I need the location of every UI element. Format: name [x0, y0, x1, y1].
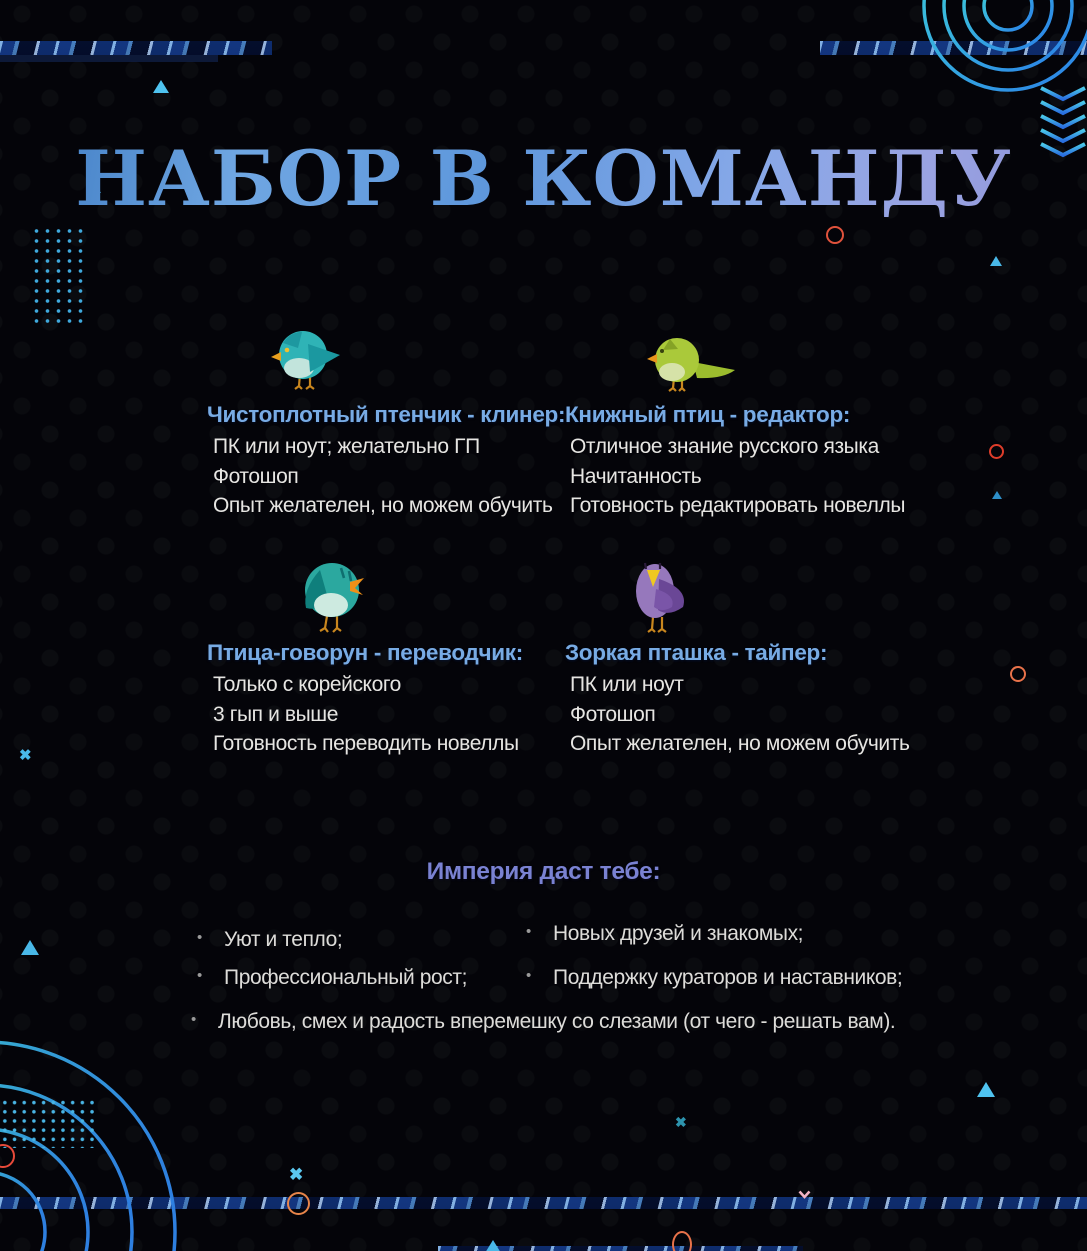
dot-grid-top-left [31, 226, 85, 323]
green-book-bird-icon [645, 334, 740, 392]
benefit-item: • Любовь, смех и радость вперемешку со слезами (от чего - решать вам). [218, 1010, 895, 1034]
dot-grid-bottom-left [0, 1098, 98, 1148]
role-heading-cleaner: Чистоплотный птенчик - клинер: [207, 402, 566, 427]
role-list-translator [213, 670, 519, 759]
circle-outline-icon [989, 444, 1004, 459]
benefit-item: • Профессиональный рост; [224, 966, 467, 990]
role-item: Опыт желателен, но можем обучить [213, 494, 553, 518]
circle-outline-icon [287, 1192, 310, 1215]
pink-chevron-icon [798, 1190, 811, 1199]
benefit-item: • Новых друзей и знакомых; [553, 922, 803, 946]
role-item: 3 гып и выше [213, 702, 339, 726]
glitch-stripe-top-left [0, 41, 272, 55]
triangle-icon [977, 1082, 995, 1097]
role-item: Готовность переводить новеллы [213, 732, 519, 756]
role-item: Начитанность [570, 464, 702, 488]
triangle-icon [992, 491, 1002, 499]
benefits-heading: Империя даст тебе: [426, 858, 661, 885]
role-list-cleaner [213, 432, 552, 521]
page-title: НАБОР В КОМАНДУ [0, 134, 1087, 223]
triangle-icon [153, 80, 169, 93]
circle-outline-icon [1010, 666, 1026, 682]
benefit-item: • Поддержку кураторов и наставников; [553, 966, 902, 990]
x-mark-icon: ✖ [675, 1114, 687, 1130]
role-list-typer [570, 670, 909, 759]
circle-outline-icon [672, 1231, 692, 1251]
circle-outline-icon [826, 226, 844, 244]
triangle-icon [485, 1240, 501, 1251]
purple-keen-bird-icon [633, 555, 691, 637]
role-heading-translator: Птица-говорун - переводчик: [207, 640, 523, 665]
stripe-shadow-top-left [0, 55, 218, 62]
role-item: Отличное знание русского языка [570, 435, 879, 458]
role-item: Только с корейского [213, 673, 401, 696]
benefit-item: • Уют и тепло; [224, 928, 342, 952]
teal-chick-bird-icon [270, 328, 342, 390]
role-item: Готовность редактировать новеллы [570, 494, 906, 518]
role-item: ПК или ноут; желательно ГП [213, 435, 480, 458]
role-item: Опыт желателен, но можем обучить [570, 732, 910, 756]
x-mark-icon: ✖ [289, 1165, 304, 1184]
role-list-editor [570, 432, 905, 521]
role-item: Фотошоп [213, 464, 299, 488]
teal-talker-bird-icon [300, 558, 364, 636]
triangle-icon [990, 256, 1002, 266]
role-item: Фотошоп [570, 702, 656, 726]
x-mark-icon: ✖ [19, 747, 32, 764]
triangle-icon [21, 940, 39, 955]
role-heading-editor: Книжный птиц - редактор: [565, 402, 851, 427]
role-heading-typer: Зоркая пташка - тайпер: [565, 640, 828, 665]
role-item: ПК или ноут [570, 673, 684, 696]
